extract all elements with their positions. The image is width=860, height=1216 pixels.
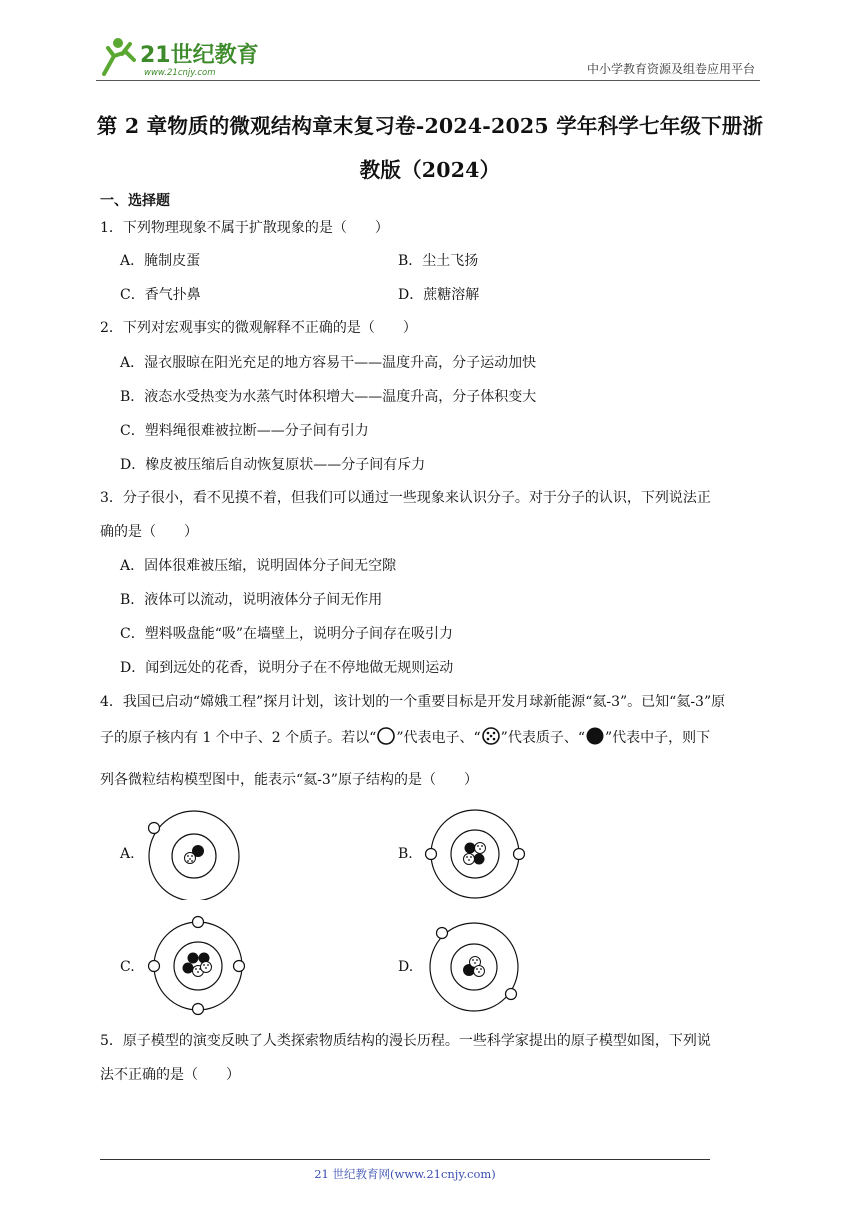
page-title: [60, 104, 800, 192]
q1-option-c: C．香气扑鼻: [120, 287, 201, 303]
logo-text: 21世纪教育: [140, 43, 259, 68]
q4-option-b-label: B.: [398, 846, 413, 862]
q5-stem-line-2: 法不正确的是（ ）: [100, 1067, 240, 1083]
q4-stem-line-3: 列各微粒结构模型图中，能表示“氦-3”原子结构的是（ ）: [100, 772, 478, 788]
electron-symbol-icon: [376, 726, 396, 746]
q4-stem-line-1: 4．我国已启动“嫦娥工程”探月计划，该计划的一个重要目标是开发月球新能源“氦-3”。已知“氦-3”原: [100, 694, 726, 710]
footer-divider: [100, 1159, 710, 1160]
q2-option-b: B．液态水受热变为水蒸气时体积增大——温度升高，分子体积变大: [120, 389, 537, 405]
title-line-2: 教版（2024）: [359, 158, 501, 182]
q3-stem-line-2: 确的是（ ）: [100, 524, 198, 540]
atom-model-c: [142, 912, 254, 1016]
footer-link[interactable]: 21 世纪教育网(www.21cnjy.com): [314, 1167, 496, 1181]
q4-stem-part-b: ”代表电子、“: [396, 730, 481, 746]
q1-option-a: A．腌制皮蛋: [120, 253, 201, 269]
q4-stem-part-d: ”代表中子，则下: [604, 730, 711, 746]
q2-stem: 2．下列对宏观事实的微观解释不正确的是（ ）: [100, 320, 417, 336]
q1-stem: 1．下列物理现象不属于扩散现象的是（ ）: [100, 220, 389, 236]
title-line-1: 第 2 章物质的微观结构章末复习卷-2024-2025 学年科学七年级下册浙: [96, 114, 764, 138]
q4-option-a-label: A.: [120, 846, 135, 862]
atom-model-a: [140, 810, 250, 900]
q3-option-a: A．固体很难被压缩，说明固体分子间无空隙: [120, 558, 397, 574]
q4-option-c-label: C.: [120, 959, 135, 975]
q5-stem-line-1: 5．原子模型的演变反映了人类探索物质结构的漫长历程。一些科学家提出的原子模型如图，下列说: [100, 1033, 711, 1049]
atom-model-d: [422, 920, 532, 1012]
header-divider: [96, 80, 760, 81]
atom-model-b: [420, 808, 530, 900]
q4-option-d-label: D.: [398, 959, 414, 975]
site-logo: [96, 34, 266, 80]
q4-stem-part-a: 子的原子核内有 1 个中子、2 个质子。若以“: [100, 730, 377, 746]
q2-option-d: D．橡皮被压缩后自动恢复原状——分子间有斥力: [120, 457, 426, 473]
logo-url: www.21cnjy.com: [144, 68, 216, 78]
q3-option-d: D．闻到远处的花香，说明分子在不停地做无规则运动: [120, 660, 454, 676]
header-platform-text: 中小学教育资源及组卷应用平台: [586, 62, 755, 76]
neutron-symbol-icon: [585, 726, 605, 746]
proton-symbol-icon: [481, 726, 501, 746]
q1-option-b: B．尘土飞扬: [398, 253, 479, 269]
q4-stem-line-2: [100, 728, 710, 748]
q1-option-d: D．蔗糖溶解: [398, 287, 480, 303]
q3-stem-line-1: 3．分子很小，看不见摸不着，但我们可以通过一些现象来认识分子。对于分子的认识，下列说法正: [100, 490, 711, 506]
q4-stem-part-c: ”代表质子、“: [500, 730, 585, 746]
q3-option-c: C．塑料吸盘能“吸”在墙壁上，说明分子间存在吸引力: [120, 626, 454, 642]
q2-option-c: C．塑料绳很难被拉断——分子间有引力: [120, 423, 369, 439]
q3-option-b: B．液体可以流动，说明液体分子间无作用: [120, 592, 383, 608]
q2-option-a: A．湿衣服晾在阳光充足的地方容易干——温度升高，分子运动加快: [120, 355, 537, 371]
section-heading: 一、选择题: [100, 193, 170, 209]
